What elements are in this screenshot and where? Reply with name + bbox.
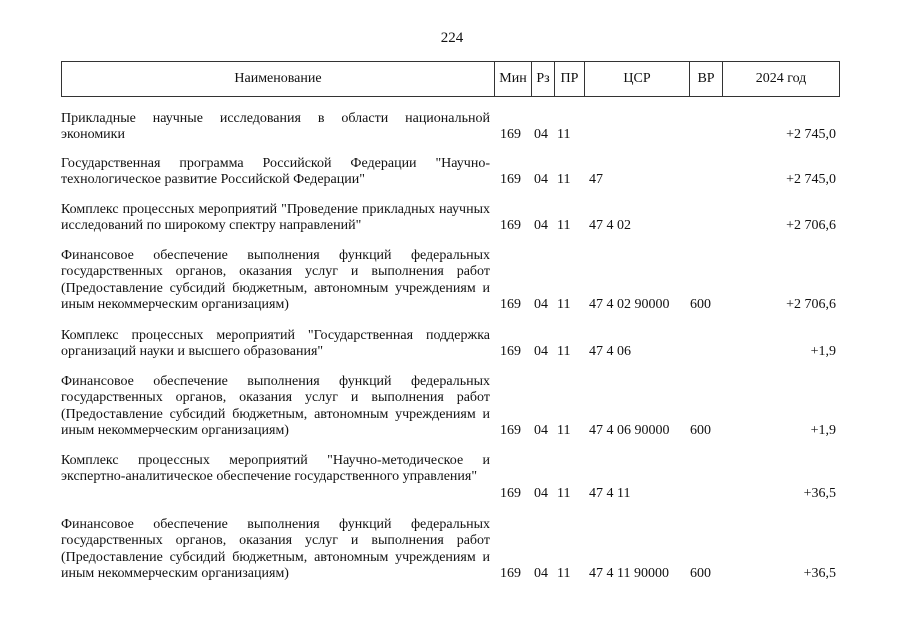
header-vr: ВР — [690, 61, 723, 97]
row-min: 169 — [500, 344, 521, 359]
row-vr: 600 — [690, 566, 711, 581]
header-year: 2024 год — [723, 61, 840, 97]
row-rz: 04 — [534, 297, 548, 312]
row-pr: 11 — [557, 297, 571, 312]
row-amount: +36,5 — [803, 566, 836, 581]
row-name: Финансовое обеспечение выполнения функций федеральных государственных органов, оказания услуг и выполнения работ (Предоставление субсидий бюджетным, автономным учреждениям и иным некоммерческим организациям) — [61, 374, 490, 438]
row-min: 169 — [500, 423, 521, 438]
row-min: 169 — [500, 297, 521, 312]
row-rz: 04 — [534, 423, 548, 438]
row-rz: 04 — [534, 486, 548, 501]
row-csr: 47 4 02 — [589, 218, 631, 233]
row-amount: +36,5 — [803, 486, 836, 501]
row-name: Прикладные научные исследования в области национальной экономики — [61, 111, 490, 143]
header-csr: ЦСР — [585, 61, 690, 97]
row-name: Финансовое обеспечение выполнения функций федеральных государственных органов, оказания услуг и выполнения работ (Предоставление субсидий бюджетным, автономным учреждениям и иным некоммерческим организациям) — [61, 248, 490, 312]
row-amount: +1,9 — [810, 344, 836, 359]
row-csr: 47 4 06 90000 — [589, 423, 670, 438]
row-csr: 47 — [589, 172, 603, 187]
row-pr: 11 — [557, 218, 571, 233]
row-pr: 11 — [557, 566, 571, 581]
row-vr: 600 — [690, 297, 711, 312]
row-min: 169 — [500, 127, 521, 142]
row-name: Финансовое обеспечение выполнения функций федеральных государственных органов, оказания услуг и выполнения работ (Предоставление субсидий бюджетным, автономным учреждениям и иным некоммерческим организациям) — [61, 517, 490, 581]
row-csr: 47 4 02 90000 — [589, 297, 670, 312]
row-rz: 04 — [534, 344, 548, 359]
row-amount: +1,9 — [810, 423, 836, 438]
row-min: 169 — [500, 218, 521, 233]
row-rz: 04 — [534, 566, 548, 581]
header-min: Мин — [495, 61, 532, 97]
row-name: Комплекс процессных мероприятий "Научно-методическое и экспертно-аналитическое обеспечение государственного управления" — [61, 453, 490, 485]
row-min: 169 — [500, 566, 521, 581]
header-rz: Рз — [532, 61, 555, 97]
row-name: Государственная программа Российской Федерации "Научно-технологическое развитие Российской Федерации" — [61, 156, 490, 188]
row-rz: 04 — [534, 172, 548, 187]
row-csr: 47 4 11 90000 — [589, 566, 669, 581]
row-name: Комплекс процессных мероприятий "Проведение прикладных научных исследований по широкому спектру направлений" — [61, 202, 490, 234]
row-csr: 47 4 06 — [589, 344, 631, 359]
row-pr: 11 — [557, 127, 571, 142]
row-vr: 600 — [690, 423, 711, 438]
page-number: 224 — [440, 30, 464, 46]
row-pr: 11 — [557, 344, 571, 359]
row-amount: +2 706,6 — [786, 218, 836, 233]
row-rz: 04 — [534, 127, 548, 142]
row-pr: 11 — [557, 486, 571, 501]
row-amount: +2 706,6 — [786, 297, 836, 312]
header-pr: ПР — [555, 61, 585, 97]
row-csr: 47 4 11 — [589, 486, 631, 501]
row-min: 169 — [500, 486, 521, 501]
row-rz: 04 — [534, 218, 548, 233]
row-pr: 11 — [557, 172, 571, 187]
row-min: 169 — [500, 172, 521, 187]
row-pr: 11 — [557, 423, 571, 438]
row-amount: +2 745,0 — [786, 127, 836, 142]
header-name: Наименование — [61, 61, 495, 97]
row-amount: +2 745,0 — [786, 172, 836, 187]
row-name: Комплекс процессных мероприятий "Государственная поддержка организаций науки и высшего образования" — [61, 328, 490, 360]
